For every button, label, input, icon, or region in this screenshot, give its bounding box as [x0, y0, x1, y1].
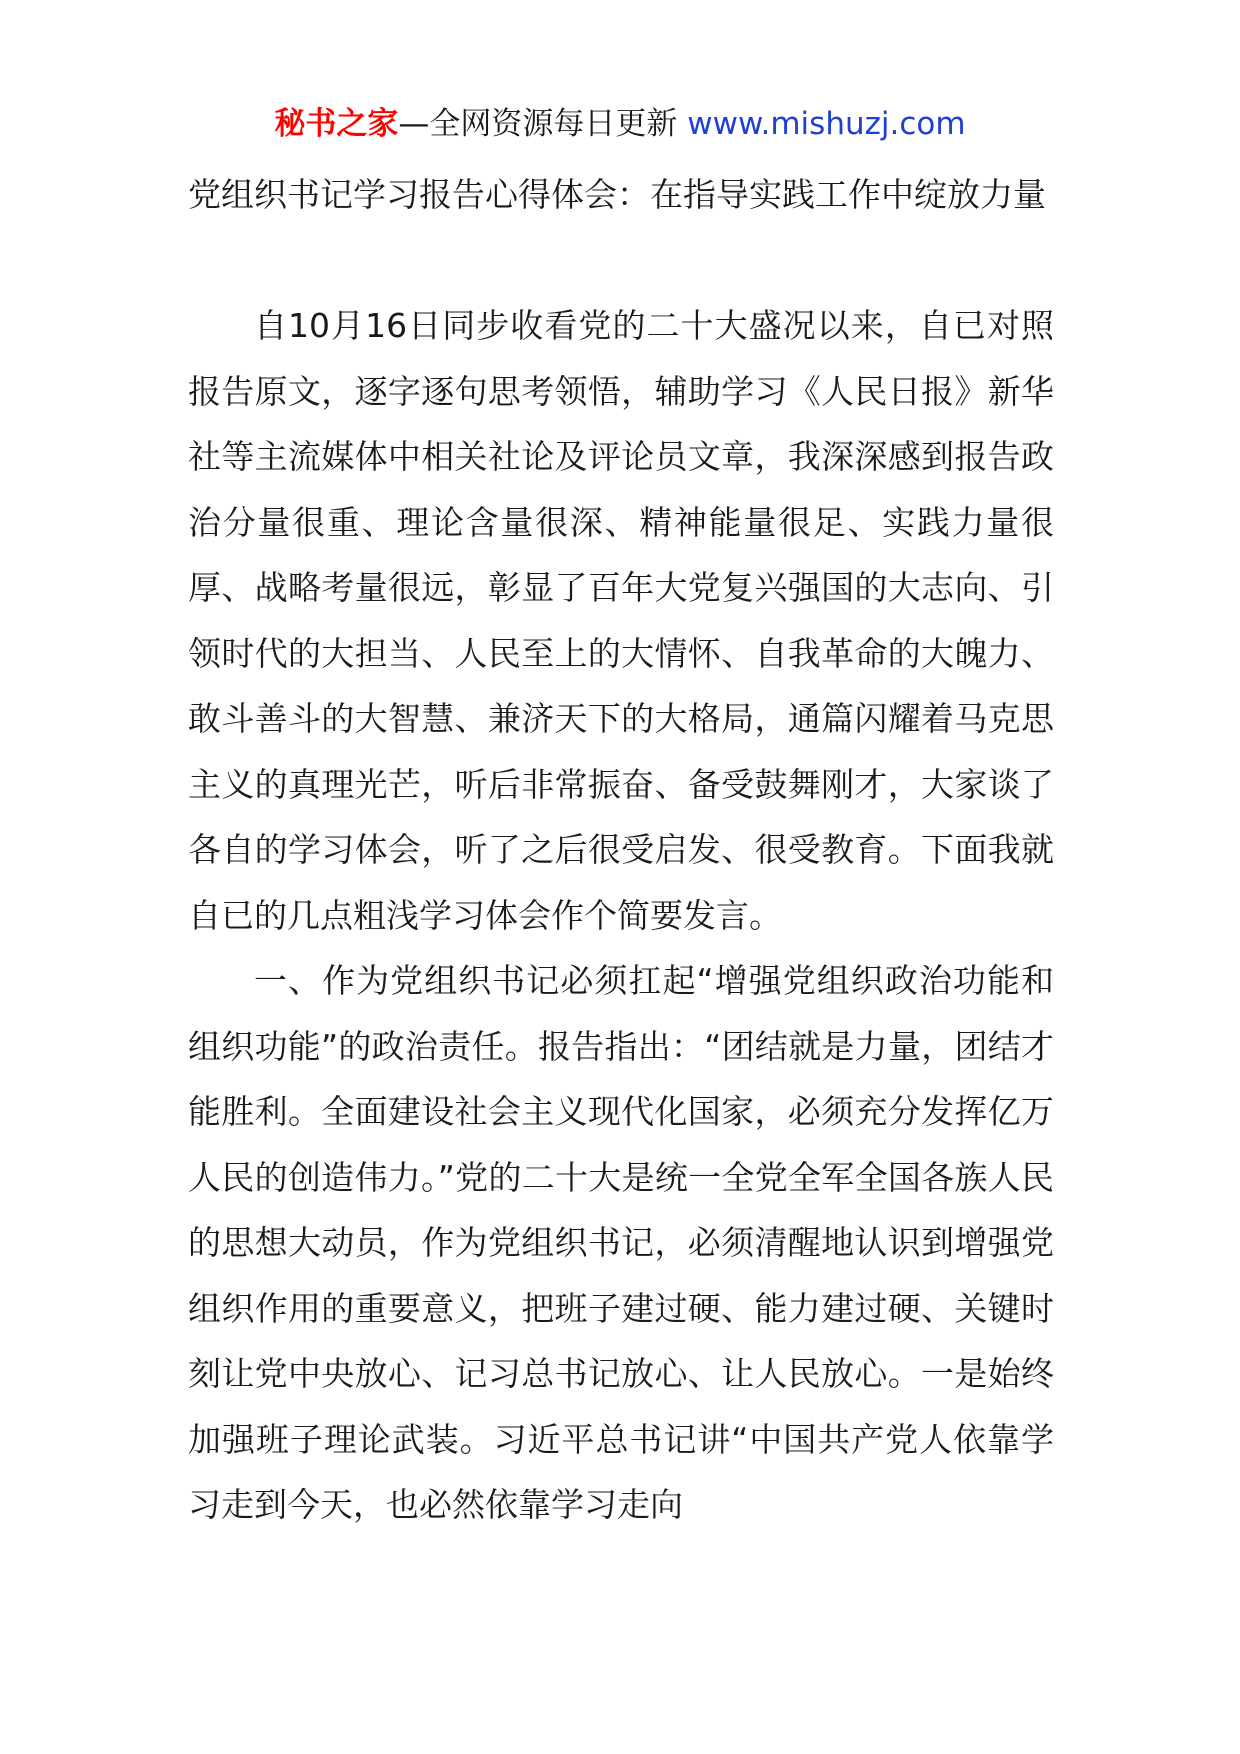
watermark-header	[0, 100, 1240, 148]
blank-line	[188, 228, 1054, 294]
site-url-link[interactable]: www.mishuzj.com	[687, 106, 966, 142]
document-title: 党组织书记学习报告心得体会：在指导实践工作中绽放力量	[188, 175, 1046, 214]
paragraph-section-one: 一、作为党组织书记必须扛起“增强党组织政治功能和组织功能”的政治责任。报告指出：“团结就是力量，团结才能胜利。全面建设社会主义现代化国家，必须充分发挥亿万人民的创造伟力。”党的二十大是统一全党全军全国各族人民的思想大动员，作为党组织书记，必须清醒地认识到增强党组织作用的重要意义，把班子建过硬、能力建过硬、关键时刻让党中央放心、记习总书记放心、让人民放心。一是始终加强班子理论武装。习近平总书记讲“中国共产党人依靠学习走到今天，也必然依靠学习走向	[188, 961, 1054, 1524]
brand-name: 秘书之家	[274, 106, 399, 142]
paragraph-intro: 自10月16日同步收看党的二十大盛况以来，自已对照报告原文，逐字逐句思考领悟，辅助学习《人民日报》新华社等主流媒体中相关社论及评论员文章，我深深感到报告政治分量很重、理论含量很深、精神能量很足、实践力量很厚、战略考量很远，彰显了百年大党复兴强国的大志向、引领时代的大担当、人民至上的大情怀、自我革命的大魄力、敢斗善斗的大智慧、兼济天下的大格局，通篇闪耀着马克思主义的真理光芒，听后非常振奋、备受鼓舞刚才，大家谈了各自的学习体会，听了之后很受启发、很受教育。下面我就自已的几点粗浅学习体会作个简要发言。	[188, 306, 1054, 935]
header-slogan: —全网资源每日更新	[398, 106, 678, 142]
document-body	[188, 162, 1054, 1538]
